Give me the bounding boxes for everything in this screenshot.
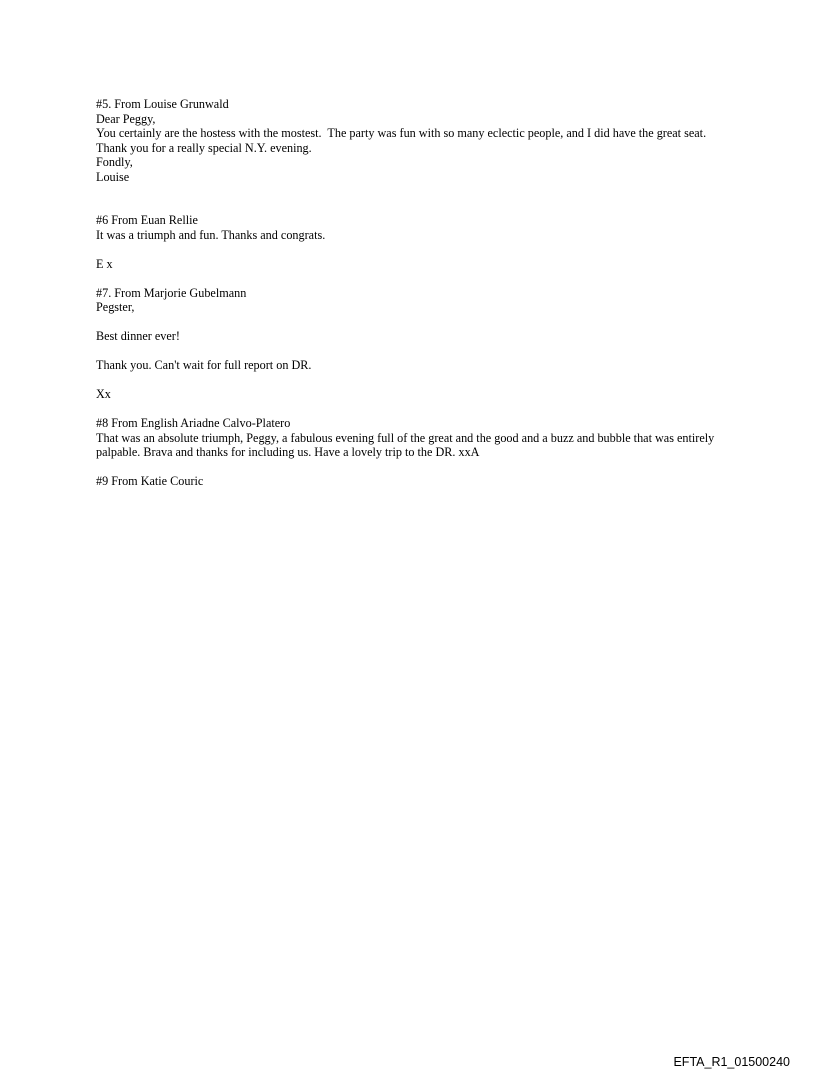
letter-heading: #5. From Louise Grunwald: [96, 97, 229, 111]
letter-line: Best dinner ever!: [96, 329, 180, 343]
letter-8: [96, 416, 716, 460]
letter-heading: #6 From Euan Rellie: [96, 213, 198, 227]
spacer: [96, 460, 716, 475]
letter-heading: #7. From Marjorie Gubelmann: [96, 285, 247, 300]
letter-line: Louise: [96, 169, 130, 184]
spacer: [96, 373, 716, 388]
spacer: [96, 242, 716, 257]
letter-line: It was a triumph and fun. Thanks and congrats.: [96, 227, 326, 242]
spacer: [96, 315, 716, 330]
letter-heading: #9 From Katie Couric: [96, 474, 204, 488]
letter-line: Dear Peggy,: [96, 111, 156, 126]
letter-line: Fondly,: [96, 155, 133, 169]
letter-line: Thank you. Can't wait for full report on DR.: [96, 358, 312, 372]
letter-line: You certainly are the hostess with the mostest. The party was fun with so many eclectic people, and I did have the great seat. Thank you for a really special N.Y. evening.: [96, 126, 712, 155]
spacer: [96, 344, 716, 359]
letter-line: Xx: [96, 387, 111, 401]
letter-line: E x: [96, 256, 113, 271]
letter-7: [96, 286, 716, 402]
letter-line: That was an absolute triumph, Peggy, a fabulous evening full of the great and the good and a buzz and bubble that was entirely palpable. Brava and thanks for including us. Have a lovely trip to the DR. xxA: [96, 430, 718, 459]
spacer: [96, 184, 716, 213]
letter-line: Pegster,: [96, 300, 135, 314]
spacer: [96, 271, 716, 286]
letter-9: [96, 474, 716, 489]
spacer: [96, 402, 716, 417]
letter-heading: #8 From English Ariadne Calvo-Platero: [96, 416, 291, 430]
letter-5: [96, 97, 716, 184]
letter-6: [96, 213, 716, 271]
document-body: [96, 97, 716, 489]
bates-number: EFTA_R1_01500240: [673, 1055, 790, 1069]
